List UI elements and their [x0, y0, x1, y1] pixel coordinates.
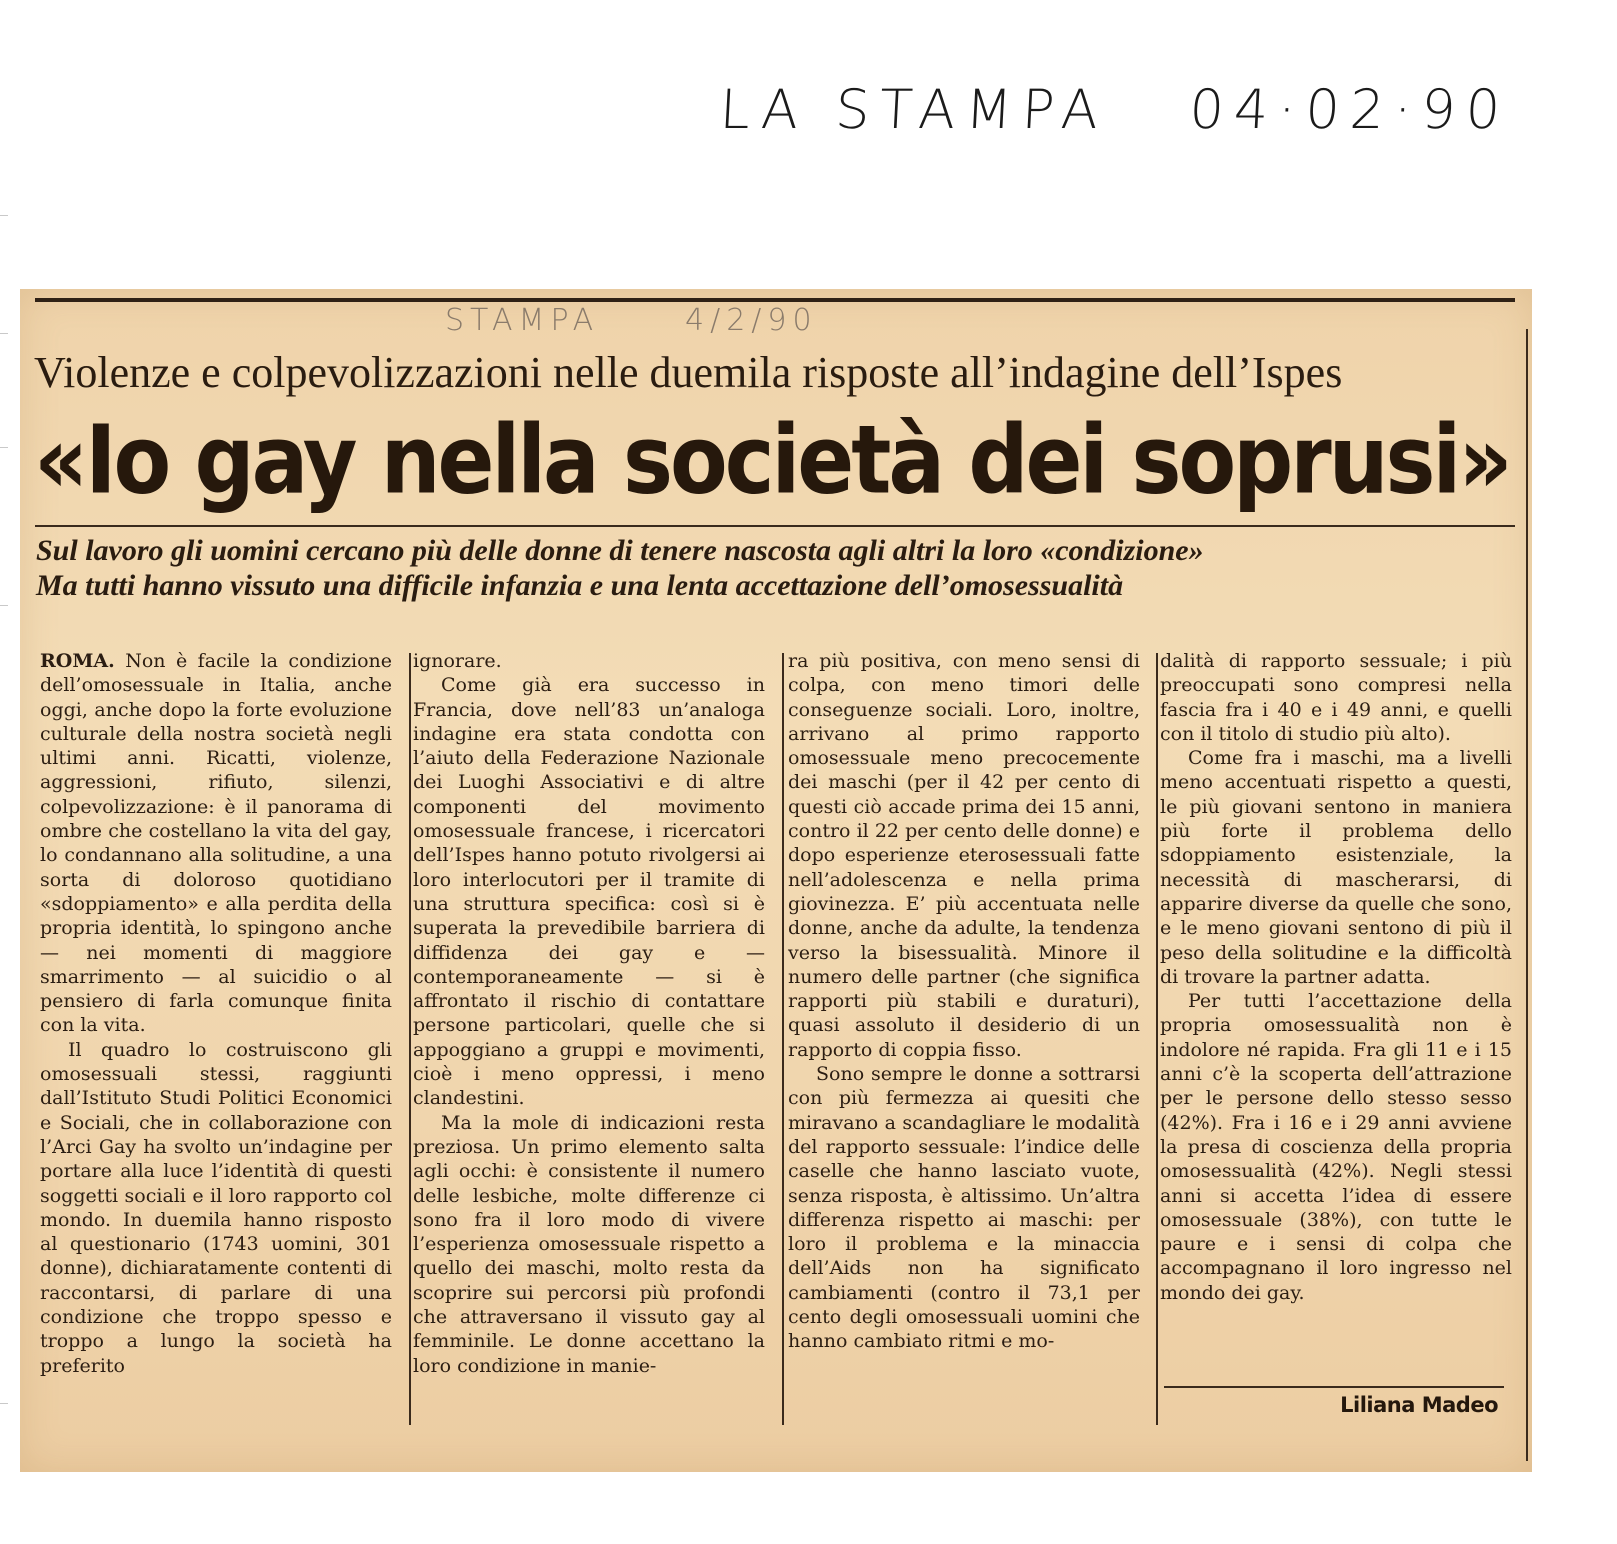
article-column-2	[413, 649, 765, 1378]
paragraph: Come fra i maschi, ma a livelli meno accentuati rispetto a questi, le più giovani sentono in maniera più forte il problema dello sdoppiamento esistenziale, la necessità di mascherarsi, di apparire diverse da quelle che sono, e le meno giovani sentono di più il peso della solitudine e la difficoltà di trovare la partner adatta.	[1160, 747, 1512, 988]
paragraph: Come già era successo in Francia, dove nell’83 un’analoga indagine era stata condotta con l’aiuto della Federazione Nazionale dei Luoghi Associativi e di altre componenti del movimento omosessuale francese, i ricercatori dell’Ispes hanno potuto rivolgersi ai loro interlocutori per il tramite di una struttura specifica: così si è superata la prevedibile barriera di diffidenza dei gay e — contemporaneamente — si è affrontato il rischio di contattare persone particolari, quelle che si appoggiano a gruppi e movimenti, cioè i meno oppressi, i meno clandestini.	[413, 674, 765, 1110]
column-separator	[782, 653, 784, 1425]
author-byline: Liliana Madeo	[1340, 1393, 1498, 1417]
scan-margin-mark	[0, 605, 8, 606]
scan-margin-mark	[0, 447, 8, 448]
scan-margin-mark	[0, 1403, 8, 1404]
subhead-line-1: Sul lavoro gli uomini cercano più delle donne di tenere nascosta agli altri la loro «condizione»	[36, 534, 1204, 567]
scan-margin-mark	[0, 215, 8, 216]
article-column-1	[40, 649, 392, 1378]
article-kicker: Violenze e colpevolizzazioni nelle duemila risposte all’indagine dell’Ispes	[34, 348, 1343, 397]
right-border-rule	[1526, 329, 1528, 1461]
pencil-source-note: STAMPA	[445, 303, 600, 338]
paragraph: Il quadro lo costruiscono gli omosessuali stessi, raggiunti dall’Istituto Studi Politici Economici e Sociali, che in collaborazione con l’Arci Gay ha svolto un’indagine per portare alla luce l’identità di questi soggetti sociali e il loro rapporto col mondo. In duemila hanno risposto al questionario (1743 uomini, 301 donne), dichiaratamente contenti di raccontarsi, di parlare di una condizione che troppo spesso e troppo a lungo la società ha preferito	[40, 1038, 392, 1377]
paragraph: Per tutti l’accettazione della propria omosessualità non è indolore né rapida. Fra gli 11 e i 15 anni c’è la scoperta dell’attrazione per le persone dello stesso sesso (42%). Fra i 16 e i 29 anni avviene la presa di coscienza della propria omosessualità (42%). Negli stessi anni si accetta l’idea di essere omosessuale (38%), con tutte le paure e i sensi di colpa che accompagnano il loro ingresso nel mondo dei gay.	[1160, 990, 1512, 1304]
article-body	[34, 649, 1524, 1429]
paragraph: ra più positiva, con meno sensi di colpa, con meno timori delle conseguenze sociali. Loro, inoltre, arrivano al primo rapporto omosessuale meno precocemente dei maschi (per il 42 per cento di questi ciò accade prima dei 15 anni, contro il 22 per cento delle donne) e dopo esperienze eterosessuali fatte nell’adolescenza e nella prima giovinezza. E’ più accentuata nelle donne, anche da adulte, la tendenza verso la bisessualità. Minore il numero delle partner (che significa rapporti più stabili e duraturi), quasi assoluto il desiderio di un rapporto di coppia fisso.	[788, 650, 1140, 1061]
column-separator	[409, 653, 411, 1425]
paragraph-text: Non è facile la condizione dell’omosessuale in Italia, anche oggi, anche dopo la forte evoluzione culturale della nostra società negli ultimi anni. Ricatti, violenze, aggressioni, rifiuto, silenzi, colpevolizzazione: è il panorama di ombre che costellano la vita del gay, lo condannano alla solitudine, a una sorta di doloroso quotidiano «sdoppiamento» e alla perdita della propria identità, lo spingono anche — nei momenti di maggiore smarrimento — al suicidio o al pensiero di farla comunque finita con la vita.	[40, 650, 392, 1037]
scan-margin-mark	[0, 333, 8, 334]
top-rule	[35, 298, 1515, 302]
article-column-4	[1160, 649, 1512, 1305]
paragraph	[40, 649, 392, 1038]
dateline: ROMA.	[40, 650, 115, 672]
byline-rule	[1164, 1386, 1504, 1388]
handwritten-source-date: LA STAMPA 04·02·90	[718, 78, 1512, 141]
paragraph: dalità di rapporto sessuale; i più preoccupati sono compresi nella fascia fra i 40 e i 49 anni, e quelli con il titolo di studio più alto).	[1160, 650, 1512, 745]
column-separator	[1156, 653, 1158, 1425]
article-subhead	[36, 533, 1476, 603]
subhead-line-2: Ma tutti hanno vissuto una difficile infanzia e una lenta accettazione dell’omosessualità	[36, 569, 1124, 602]
pencil-date-note: 4/2/90	[685, 303, 818, 338]
article-headline: «Io gay nella società dei soprusi»	[34, 405, 1510, 515]
newspaper-clipping	[20, 289, 1532, 1472]
subhead-rule	[35, 525, 1515, 527]
paragraph: Ma la mole di indicazioni resta preziosa. Un primo elemento salta agli occhi: è consistente il numero delle lesbiche, molte differenze ci sono fra il loro modo di vivere l’esperienza omosessuale rispetto a quello dei maschi, molto resta da scoprire sui percorsi più profondi che attraversano il vissuto gay al femminile. Le donne accettano la loro condizione in manie-	[413, 1111, 765, 1377]
paragraph: ignorare.	[413, 650, 502, 672]
article-column-3	[788, 649, 1140, 1354]
paragraph: Sono sempre le donne a sottrarsi con più fermezza ai quesiti che miravano a scandagliare le modalità del rapporto sessuale: l’indice delle caselle che hanno lasciato vuote, senza risposta, è altissimo. Un’altra differenza rispetto ai maschi: per loro il problema e la minaccia dell’Aids non ha significato cambiamenti (contro il 73,1 per cento degli omosessuali uomini che hanno cambiato ritmi e mo-	[788, 1063, 1140, 1353]
